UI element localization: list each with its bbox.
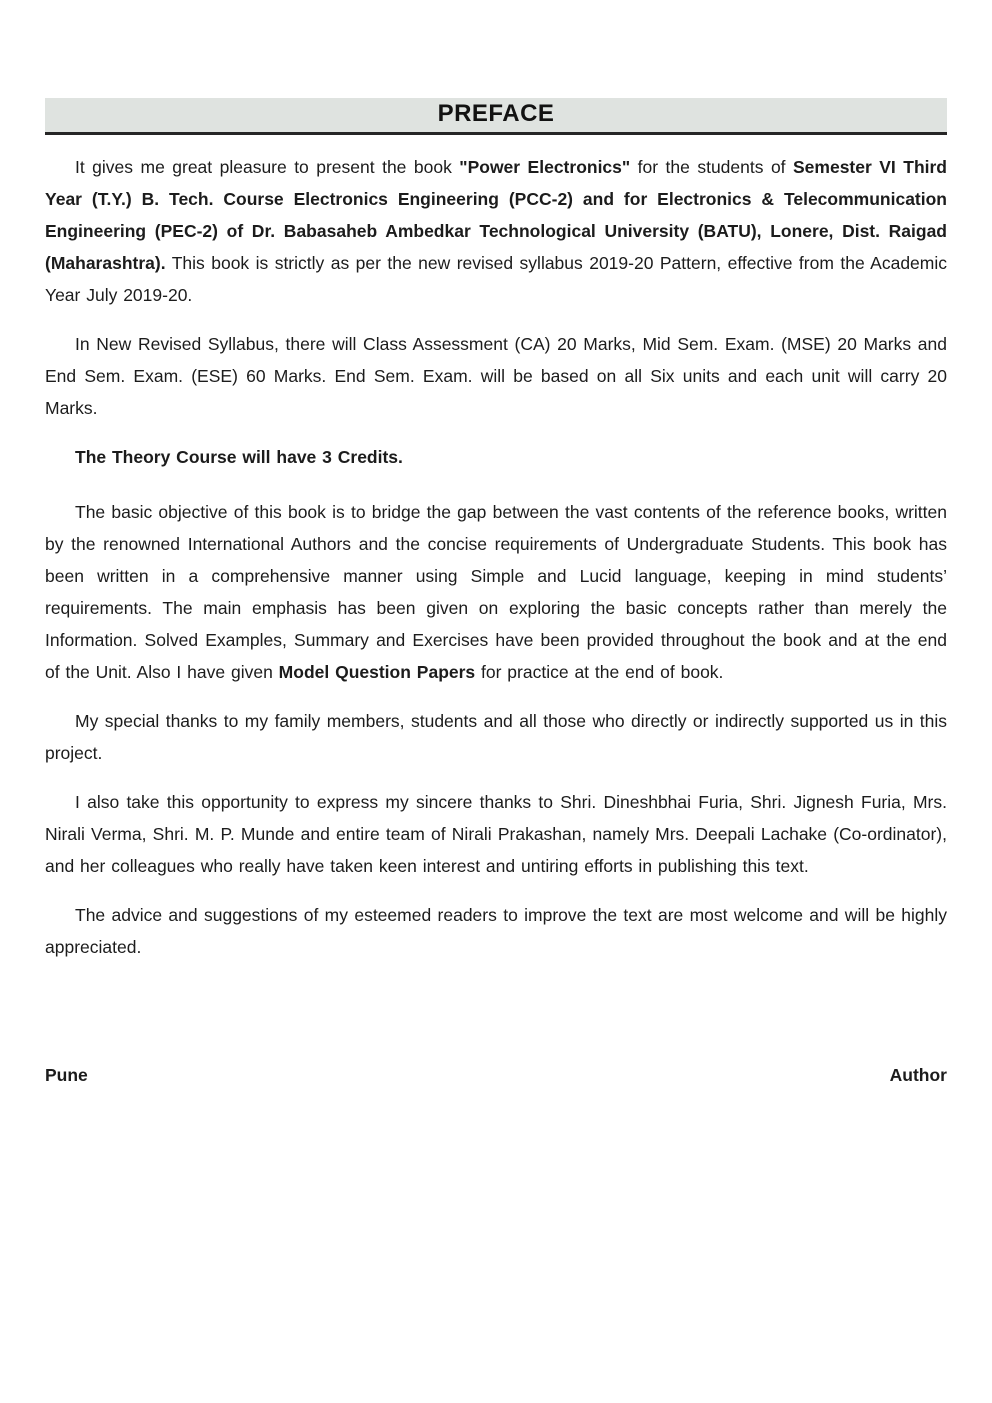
paragraph-objective [45,496,947,688]
text-run: The Theory Course will have 3 Credits. [75,447,403,467]
paragraph-thanks-team [45,786,947,882]
text-run: for practice at the end of book. [475,662,724,682]
paragraph-intro [45,151,947,311]
paragraph-thanks-family [45,705,947,769]
text-run: "Power Electronics" [459,157,631,177]
text-run: Model Question Papers [278,662,476,682]
text-run: In New Revised Syllabus, there will Class Assessment (CA) 20 Marks, Mid Sem. Exam. (MSE) 20 Marks and End Sem. Exam. (ESE) 60 Marks. End Sem. Exam. will be based on all Six units and each unit will carry 20 Marks. [45,334,947,418]
text-run: Semester VI Third Year (T.Y.) B. Tech. Course Electronics Engineering (PCC-2) and for Electronics & Telecommunication Engineering (PEC-2) of Dr. Babasaheb Ambedkar Technological University (BATU), Lonere, Dist. Raigad (Maharashtra). [45,157,947,273]
text-run: My special thanks to my family members, students and all those who directly or indirectly supported us in this project. [45,711,947,763]
text-run: The advice and suggestions of my esteemed readers to improve the text are most welcome and will be highly appreciated. [45,905,947,957]
paragraph-advice [45,899,947,963]
text-run: I also take this opportunity to express my sincere thanks to Shri. Dineshbhai Furia, Shri. Jignesh Furia, Mrs. Nirali Verma, Shri. M. P. Munde and entire team of Nirali Prakashan, namely Mrs. Deepali Lachake (Co-ordinator), and her colleagues who really have taken keen interest and untiring efforts in publishing this text. [45,792,947,876]
preface-body [45,151,947,963]
preface-banner [45,98,947,135]
text-run: The basic objective of this book is to bridge the gap between the vast contents of the reference books, written by the renowned International Authors and the concise requirements of Undergraduate Students. This book has been written in a comprehensive manner using Simple and Lucid language, keeping in mind students’ requirements. The main emphasis has been given on exploring the basic concepts rather than merely the Information. Solved Examples, Summary and Exercises have been provided throughout the book and at the end of the Unit. Also I have given [45,502,947,682]
signature-row [45,1059,947,1091]
place-label: Pune [45,1065,88,1085]
paragraph-credits [45,441,947,473]
text-run: This book is strictly as per the new revised syllabus 2019-20 Pattern, effective from the Academic Year July 2019-20. [45,253,947,305]
author-label: Author [889,1065,947,1085]
paragraph-syllabus [45,328,947,424]
text-run: It gives me great pleasure to present the book [75,157,460,177]
page-title: PREFACE [437,100,555,127]
text-run: for the students of [630,157,793,177]
